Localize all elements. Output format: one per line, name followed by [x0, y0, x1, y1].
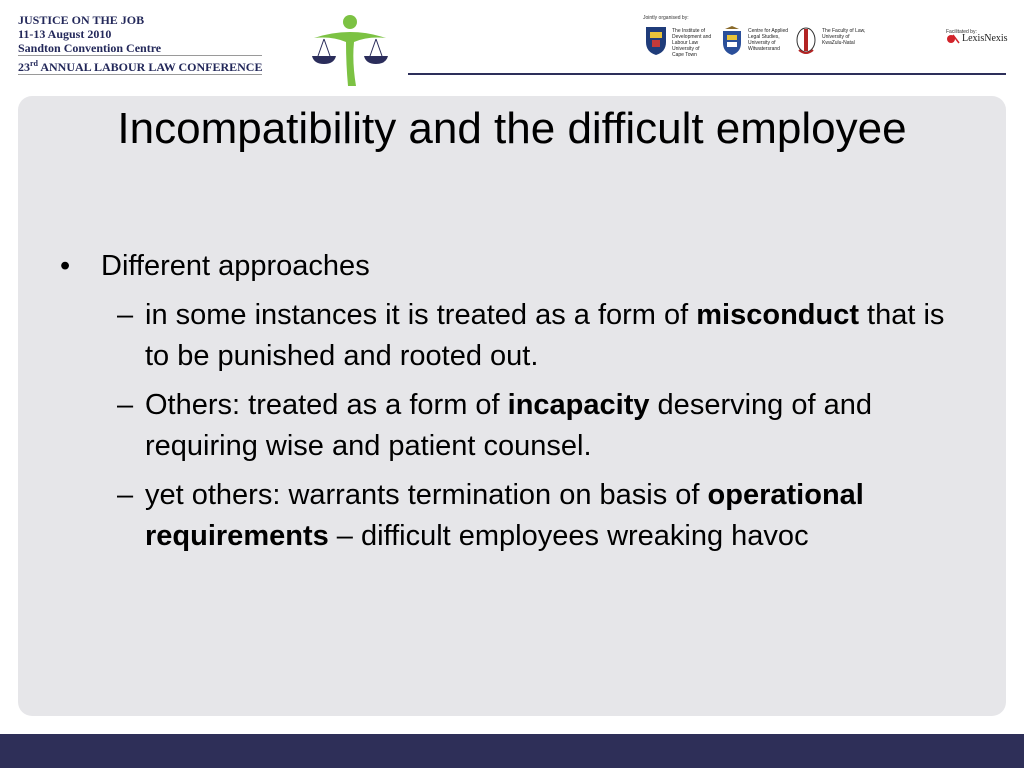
dash-icon: –: [117, 479, 134, 511]
sub-item-operational: – yet others: warrants termination on basis of operational requirements – difficult employees wreaking havoc: [60, 475, 960, 557]
ukzn-crest-icon: [795, 26, 817, 56]
bullet-item: [60, 246, 960, 287]
conference-rule-top: [18, 55, 262, 56]
wits-crest-icon: [721, 26, 743, 56]
conference-info: [18, 13, 161, 55]
partner-wits-name: Centre for Applied Legal Studies, University of Witwatersrand: [748, 28, 789, 52]
partner-ukzn: [795, 26, 866, 56]
bullet-text: Different approaches: [101, 250, 370, 282]
bullet-list: [60, 246, 960, 557]
conference-dates: 11-13 August 2010: [18, 27, 112, 41]
justice-scales-logo-icon: [306, 12, 390, 88]
lexisnexis-icon: [946, 34, 960, 44]
header-divider: [408, 73, 1006, 75]
conference-venue: Sandton Convention Centre: [18, 41, 162, 55]
conference-name: JUSTICE ON THE JOB: [18, 13, 145, 27]
dash-icon: –: [117, 389, 134, 421]
conference-annual: 23rd ANNUAL LABOUR LAW CONFERENCE: [18, 59, 263, 74]
conference-rule-bottom: [18, 74, 262, 75]
uct-crest-icon: [645, 26, 667, 56]
keyword-misconduct: misconduct: [696, 299, 859, 331]
jointly-organised-label: Jointly organised by:: [643, 15, 689, 21]
partner-uct: [645, 26, 712, 58]
lexisnexis-logo: [946, 33, 1008, 44]
bullet-dot-icon: •: [60, 250, 71, 282]
partner-ukzn-name: The Faculty of Law, University of KwaZulu-Natal: [822, 28, 866, 46]
dash-icon: –: [117, 299, 134, 331]
sponsor-name: LexisNexis: [962, 33, 1008, 44]
partner-uct-name: The Institute of Development and Labour Law University of Cape Town: [672, 28, 712, 58]
partner-wits: [721, 26, 792, 56]
footer-bar: [0, 734, 1024, 768]
keyword-operational-requirements: operational requirements: [145, 479, 864, 552]
keyword-incapacity: incapacity: [507, 389, 650, 421]
sub-item-incapacity: – Others: treated as a form of incapacity deserving of and requiring wise and patient counsel.: [60, 385, 960, 467]
slide-title: Incompatibility and the difficult employee: [117, 104, 907, 153]
facilitated-by-label: Facilitated by:: [946, 29, 977, 35]
sub-item-misconduct: – in some instances it is treated as a form of misconduct that is to be punished and rooted out.: [60, 295, 960, 377]
